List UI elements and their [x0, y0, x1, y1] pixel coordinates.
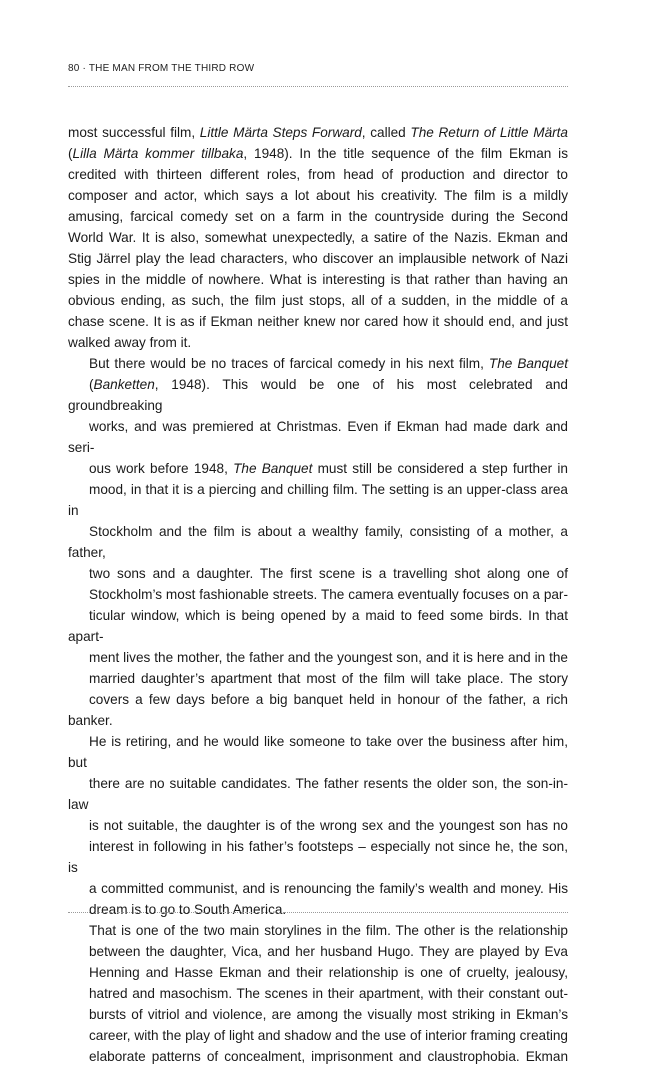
text-run: mood, in that it is a piercing and chilling film. The setting is an upper-class area in: [68, 482, 568, 518]
paragraph: [68, 353, 568, 920]
text-run: World War. It is also, somewhat unexpectedly, a satire of the Nazis. Ekman and: [68, 230, 568, 245]
text-run: (: [89, 377, 94, 392]
text-run: between the daughter, Vica, and her husband Hugo. They are played by Eva: [89, 944, 568, 959]
text-run: career, with the play of light and shadow and the use of interior framing creating: [89, 1028, 568, 1043]
text-run: Henning and Hasse Ekman and their relationship is one of cruelty, jealousy,: [89, 965, 568, 980]
book-title: THE MAN FROM THE THIRD ROW: [88, 63, 255, 74]
text-run: credited with thirteen different roles, from head of production and director to: [68, 167, 568, 182]
page-number: 80: [68, 63, 80, 74]
text-run: elaborate patterns of concealment, imprisonment and claustrophobia. Ekman: [89, 1049, 568, 1064]
text-line: [68, 248, 568, 269]
body-text: [68, 122, 568, 1067]
text-line: [68, 269, 568, 290]
text-run: interest in following in his father’s footsteps – especially not since he, the son, is: [68, 839, 568, 875]
italic-title: The Banquet: [488, 356, 568, 371]
header-separator: ·: [79, 63, 89, 74]
text-line: [68, 962, 568, 983]
text-run: covers a few days before a big banquet held in honour of the father, a rich banker.: [68, 692, 568, 728]
italic-title: Banketten: [93, 377, 155, 392]
text-run: hatred and masochism. The scenes in their apartment, with their constant out-: [89, 986, 568, 1001]
text-run: chase scene. It is as if Ekman neither knew nor cared how it should end, and just: [68, 314, 568, 329]
text-line: [68, 983, 568, 1004]
text-line: [68, 584, 568, 605]
paragraph: [68, 122, 568, 353]
text-run: (: [68, 146, 73, 161]
text-line: [68, 185, 568, 206]
header-rule: [68, 86, 568, 87]
text-run: He is retiring, and he would like someone to take over the business after him, but: [68, 734, 568, 770]
text-line: [68, 458, 568, 479]
text-line: [68, 332, 568, 353]
text-line: [68, 374, 568, 416]
text-run: works, and was premiered at Christmas. Even if Ekman had made dark and seri-: [68, 419, 568, 455]
text-line: [68, 563, 568, 584]
text-run: must still be considered a step further in: [312, 461, 568, 476]
text-line: [68, 689, 568, 731]
text-run: But there would be no traces of farcical comedy in his next film,: [89, 356, 489, 371]
italic-title: Lilla Märta kommer tillbaka: [72, 146, 244, 161]
text-line: [68, 836, 568, 878]
text-run: ment lives the mother, the father and the youngest son, and it is here and in the: [89, 650, 568, 665]
text-line: [68, 605, 568, 647]
text-line: [68, 122, 568, 143]
text-line: [68, 164, 568, 185]
text-line: [68, 878, 568, 899]
text-run: dream is to go to South America.: [89, 902, 287, 917]
text-run: ous work before 1948,: [89, 461, 234, 476]
text-line: [68, 143, 568, 164]
text-run: amusing, farcical comedy set on a farm in the countryside during the Second: [68, 209, 568, 224]
text-line: [68, 290, 568, 311]
text-run: walked away from it.: [68, 335, 192, 350]
text-run: , 1948). This would be one of his most celebrated and groundbreaking: [68, 377, 568, 413]
text-run: married daughter’s apartment that most of the film will take place. The story: [89, 671, 568, 686]
text-run: bursts of vitriol and violence, are among the visually most striking in Ekman’s: [89, 1007, 568, 1022]
text-run: two sons and a daughter. The first scene is a travelling shot along one of: [89, 566, 568, 581]
text-line: [68, 311, 568, 332]
text-run: ticular window, which is being opened by a maid to feed some birds. In that apart-: [68, 608, 568, 644]
text-run: , called: [361, 125, 411, 140]
italic-title: Little Märta Steps Forward: [199, 125, 362, 140]
italic-title: The Return of Little Märta: [410, 125, 568, 140]
text-line: [68, 668, 568, 689]
text-line: [68, 941, 568, 962]
text-line: [68, 227, 568, 248]
text-run: obvious ending, as such, the film just stops, all of a sudden, in the middle of a: [68, 293, 568, 308]
text-line: [68, 815, 568, 836]
text-line: [68, 1004, 568, 1025]
text-run: composer and actor, which says a lot about his creativity. The film is a mildly: [68, 188, 568, 203]
text-run: most successful film,: [68, 125, 200, 140]
running-head: [68, 63, 568, 74]
text-line: [68, 920, 568, 941]
footer-rule: [68, 912, 568, 913]
text-line: [68, 1046, 568, 1067]
text-line: [68, 899, 568, 920]
text-run: That is one of the two main storylines in the film. The other is the relationship: [89, 923, 568, 938]
text-line: [68, 521, 568, 563]
text-run: Stockholm and the film is about a wealthy family, consisting of a mother, a father,: [68, 524, 568, 560]
text-line: [68, 353, 568, 374]
text-run: , 1948). In the title sequence of the film Ekman is: [243, 146, 568, 161]
text-line: [68, 479, 568, 521]
text-run: spies in the middle of nowhere. What is interesting is that rather than having an: [68, 272, 568, 287]
text-line: [68, 416, 568, 458]
text-run: a committed communist, and is renouncing the family’s wealth and money. His: [89, 881, 568, 896]
paragraph: [68, 920, 568, 1067]
text-line: [68, 773, 568, 815]
text-run: there are no suitable candidates. The father resents the older son, the son-in-law: [68, 776, 568, 812]
text-line: [68, 206, 568, 227]
italic-title: The Banquet: [233, 461, 313, 476]
text-run: Stig Järrel play the lead characters, who discover an implausible network of Nazi: [68, 251, 568, 266]
text-line: [68, 1025, 568, 1046]
text-run: is not suitable, the daughter is of the wrong sex and the youngest son has no: [89, 818, 568, 833]
text-line: [68, 647, 568, 668]
text-run: Stockholm’s most fashionable streets. The camera eventually focuses on a par-: [89, 587, 568, 602]
text-line: [68, 731, 568, 773]
